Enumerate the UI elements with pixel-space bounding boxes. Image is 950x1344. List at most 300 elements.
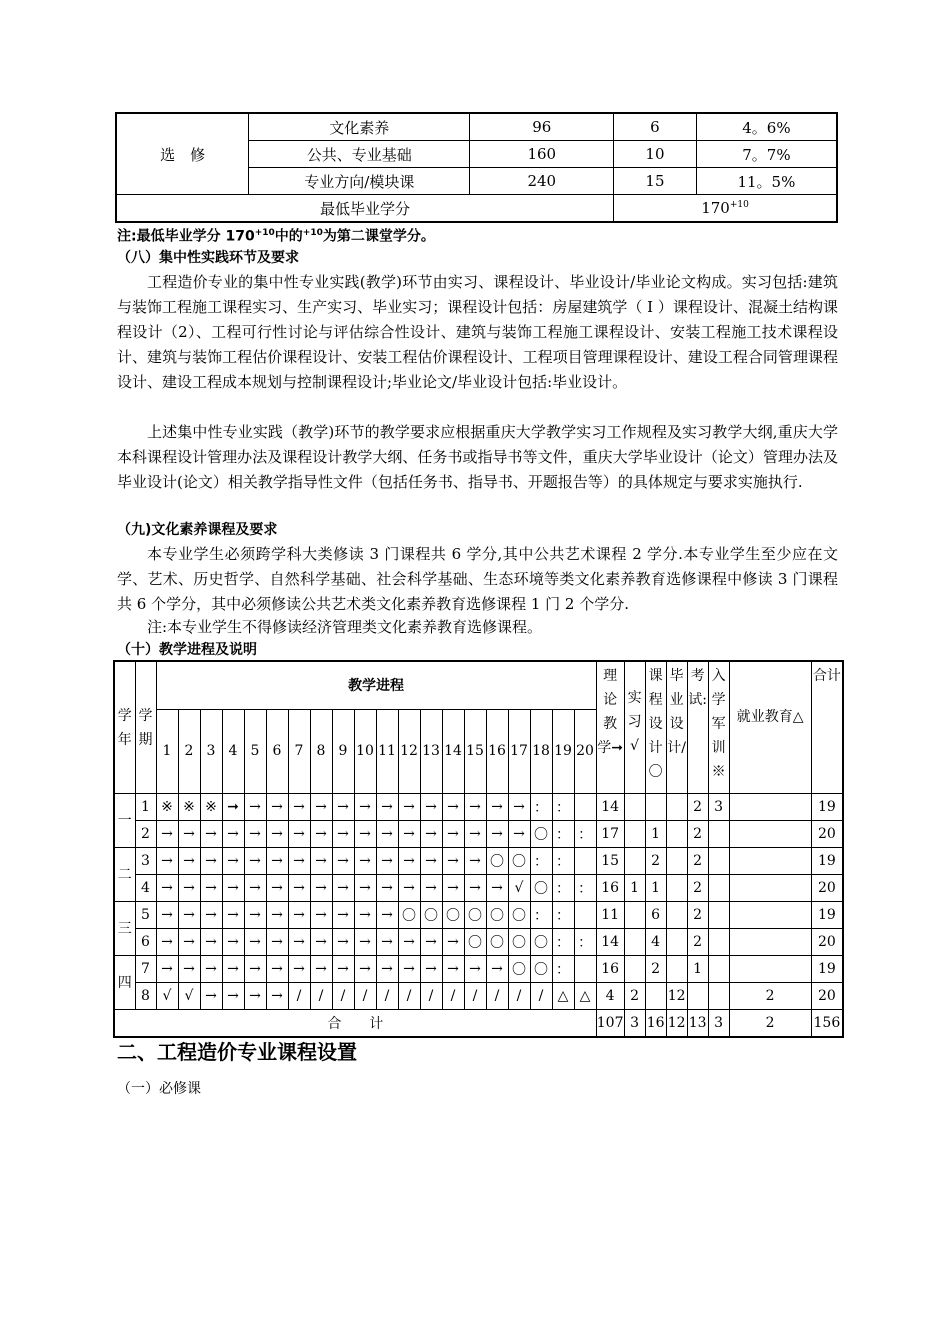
- week-cell: →: [420, 847, 442, 874]
- year-cell: 二: [114, 847, 135, 901]
- week-cell: 〇: [530, 820, 552, 847]
- week-cell: /: [376, 982, 398, 1009]
- week-cell: →: [178, 847, 200, 874]
- week-cell: √: [156, 982, 178, 1009]
- week-cell: →: [398, 820, 420, 847]
- week-cell: →: [310, 901, 332, 928]
- week-cell: 〇: [530, 874, 552, 901]
- term-cell: 2: [135, 820, 156, 847]
- theory-cell: 11: [596, 901, 624, 928]
- week-cell: →: [310, 793, 332, 820]
- week-number: 10: [354, 709, 376, 793]
- term-cell: 4: [135, 874, 156, 901]
- total-cell: 20: [811, 874, 843, 901]
- paragraph-9b: 注:本专业学生不得修读经济管理类文化素养教育选修课程。: [147, 618, 543, 636]
- week-cell: →: [288, 955, 310, 982]
- credit-note: 注:最低毕业学分 $170^{+10}$中的$^{+10}$为第二课堂学分。: [117, 228, 435, 245]
- week-cell: →: [486, 874, 508, 901]
- total-cell: 20: [811, 928, 843, 955]
- week-cell: →: [464, 793, 486, 820]
- week-cell: →: [156, 928, 178, 955]
- week-cell: →: [508, 793, 530, 820]
- week-cell: →: [442, 793, 464, 820]
- week-cell: ：: [552, 901, 574, 928]
- week-number: 20: [574, 709, 596, 793]
- percent: 7。7%: [696, 141, 837, 168]
- sum-total: 156: [811, 1009, 843, 1037]
- credits: 10: [614, 141, 697, 168]
- career-cell: [729, 847, 811, 874]
- min-credits-label: 最低毕业学分: [116, 195, 614, 223]
- term-cell: 3: [135, 847, 156, 874]
- total-cell: 20: [811, 820, 843, 847]
- week-cell: →: [354, 820, 376, 847]
- theory-cell: 15: [596, 847, 624, 874]
- paragraph-8b: 上述集中性专业实践（教学)环节的教学要求应根据重庆大学教学实习工作规程及实习教学大纲,重庆大学本科课程设计管理办法及课程设计教学大纲、任务书或指导书等文件，重庆大学毕业设计（论文）管理办法及毕业设计(论文）相关教学指导性文件（包括任务书、指导书、开题报告等）的具体规定与要求实施执行.: [117, 423, 838, 491]
- week-cell: →: [442, 820, 464, 847]
- week-cell: →: [376, 820, 398, 847]
- week-cell: [574, 793, 596, 820]
- career-cell: [729, 955, 811, 982]
- exam-cell: 2: [687, 820, 708, 847]
- week-cell: [574, 847, 596, 874]
- week-cell: →: [244, 928, 266, 955]
- week-cell: →: [178, 928, 200, 955]
- thesis-cell: [666, 955, 687, 982]
- percent: 4。6%: [696, 113, 837, 141]
- total-cell: 19: [811, 955, 843, 982]
- military-cell: [708, 901, 729, 928]
- week-cell: /: [530, 982, 552, 1009]
- week-cell: 〇: [508, 847, 530, 874]
- design-cell: 1: [645, 820, 666, 847]
- term-header: 学期: [135, 661, 156, 793]
- week-cell: →: [266, 928, 288, 955]
- week-cell: ：: [530, 847, 552, 874]
- course-name: 文化素养: [249, 113, 470, 141]
- exam-cell: [687, 982, 708, 1009]
- design-cell: [645, 982, 666, 1009]
- week-cell: →: [332, 928, 354, 955]
- week-cell: →: [310, 955, 332, 982]
- week-cell: →: [310, 928, 332, 955]
- career-cell: [729, 793, 811, 820]
- sum-label: 合 计: [114, 1009, 596, 1037]
- paragraph-9a: 本专业学生必须跨学科大类修读 3 门课程共 6 学分,其中公共艺术课程 2 学分.本专业学生至少应在文学、艺术、历史哲学、自然科学基础、社会科学基础、生态环境等类文化素养教育选修课程中修读 3 门课程共 6 个学分，其中必须修读公共艺术类文化素养教育选修课程 1 门 2 个学分.: [117, 545, 838, 613]
- week-cell: →: [398, 955, 420, 982]
- week-cell: →: [222, 874, 244, 901]
- week-cell: →: [332, 955, 354, 982]
- week-number: 12: [398, 709, 420, 793]
- practice-header: 实习√: [624, 661, 645, 793]
- week-number: 3: [200, 709, 222, 793]
- military-cell: 3: [708, 793, 729, 820]
- week-cell: /: [442, 982, 464, 1009]
- sum-thesis: 12: [666, 1009, 687, 1037]
- week-cell: →: [266, 901, 288, 928]
- week-cell: →: [420, 874, 442, 901]
- week-cell: ：: [552, 955, 574, 982]
- heading-9: （九)文化素养课程及要求: [117, 522, 278, 538]
- week-cell: →: [244, 820, 266, 847]
- week-number: 4: [222, 709, 244, 793]
- term-cell: 8: [135, 982, 156, 1009]
- thesis-cell: [666, 793, 687, 820]
- course-name: 专业方向/模块课: [249, 168, 470, 195]
- week-cell: →: [508, 820, 530, 847]
- week-cell: →: [200, 928, 222, 955]
- week-cell: 〇: [486, 847, 508, 874]
- thesis-cell: [666, 820, 687, 847]
- week-cell: →: [266, 820, 288, 847]
- term-cell: 5: [135, 901, 156, 928]
- week-cell: →: [156, 901, 178, 928]
- exam-header: 考试:: [687, 661, 708, 793]
- week-cell: →: [354, 955, 376, 982]
- week-cell: →: [398, 874, 420, 901]
- week-cell: →: [464, 820, 486, 847]
- week-number: 2: [178, 709, 200, 793]
- sum-practice: 3: [624, 1009, 645, 1037]
- week-cell: →: [288, 820, 310, 847]
- week-cell: →: [244, 793, 266, 820]
- week-cell: →: [420, 928, 442, 955]
- week-number: 7: [288, 709, 310, 793]
- term-cell: 7: [135, 955, 156, 982]
- military-cell: [708, 982, 729, 1009]
- practice-cell: [624, 955, 645, 982]
- week-cell: 〇: [464, 901, 486, 928]
- week-cell: →: [354, 928, 376, 955]
- exam-cell: 1: [687, 955, 708, 982]
- week-cell: ：: [552, 793, 574, 820]
- week-cell: →: [288, 793, 310, 820]
- week-cell: ➞: [222, 793, 244, 820]
- practice-cell: [624, 820, 645, 847]
- week-cell: →: [310, 874, 332, 901]
- exam-cell: 2: [687, 901, 708, 928]
- sum-career: 2: [729, 1009, 811, 1037]
- week-cell: 〇: [486, 928, 508, 955]
- term-cell: 1: [135, 793, 156, 820]
- week-cell: →: [442, 847, 464, 874]
- subsection-title: （一）必修课: [117, 1081, 201, 1097]
- design-cell: 2: [645, 847, 666, 874]
- military-cell: [708, 955, 729, 982]
- theory-cell: 14: [596, 793, 624, 820]
- week-cell: 〇: [420, 901, 442, 928]
- sum-theory: 107: [596, 1009, 624, 1037]
- week-number: 15: [464, 709, 486, 793]
- week-cell: /: [420, 982, 442, 1009]
- military-cell: [708, 847, 729, 874]
- design-cell: 2: [645, 955, 666, 982]
- week-cell: →: [266, 793, 288, 820]
- week-cell: →: [156, 847, 178, 874]
- heading-8: （八）集中性实践环节及要求: [117, 250, 299, 266]
- week-cell: ：: [552, 847, 574, 874]
- week-cell: △: [574, 982, 596, 1009]
- week-cell: ：: [530, 901, 552, 928]
- week-cell: ※: [178, 793, 200, 820]
- career-cell: [729, 901, 811, 928]
- thesis-cell: [666, 847, 687, 874]
- theory-cell: 16: [596, 874, 624, 901]
- week-cell: →: [200, 820, 222, 847]
- credits: 6: [614, 113, 697, 141]
- week-cell: →: [200, 955, 222, 982]
- week-cell: →: [244, 874, 266, 901]
- week-cell: →: [376, 928, 398, 955]
- thesis-cell: [666, 928, 687, 955]
- credits: 15: [614, 168, 697, 195]
- week-cell: →: [222, 901, 244, 928]
- credit-table: [115, 112, 838, 223]
- week-cell: →: [486, 955, 508, 982]
- week-cell: →: [200, 982, 222, 1009]
- week-number: 18: [530, 709, 552, 793]
- exam-cell: 2: [687, 847, 708, 874]
- week-cell: /: [288, 982, 310, 1009]
- week-cell: →: [332, 901, 354, 928]
- week-cell: ：: [552, 874, 574, 901]
- week-cell: /: [354, 982, 376, 1009]
- practice-cell: [624, 847, 645, 874]
- week-cell: →: [200, 847, 222, 874]
- week-cell: 〇: [508, 955, 530, 982]
- week-cell: →: [222, 847, 244, 874]
- week-cell: →: [266, 847, 288, 874]
- week-cell: √: [508, 874, 530, 901]
- week-cell: →: [398, 793, 420, 820]
- sum-military: 3: [708, 1009, 729, 1037]
- hours: 160: [470, 141, 614, 168]
- career-cell: 2: [729, 982, 811, 1009]
- week-cell: /: [464, 982, 486, 1009]
- week-cell: →: [486, 820, 508, 847]
- week-cell: →: [464, 955, 486, 982]
- week-number: 14: [442, 709, 464, 793]
- week-cell: →: [288, 928, 310, 955]
- section-title: 二、工程造价专业课程设置: [117, 1040, 357, 1064]
- design-cell: 4: [645, 928, 666, 955]
- week-cell: →: [376, 874, 398, 901]
- practice-cell: 1: [624, 874, 645, 901]
- week-cell: →: [442, 874, 464, 901]
- practice-cell: 2: [624, 982, 645, 1009]
- week-cell: →: [310, 820, 332, 847]
- exam-cell: 2: [687, 928, 708, 955]
- practice-cell: [624, 928, 645, 955]
- sum-row: [114, 1009, 843, 1037]
- week-cell: ：: [552, 820, 574, 847]
- schedule-table: [113, 660, 844, 1038]
- week-cell: →: [288, 874, 310, 901]
- week-number: 11: [376, 709, 398, 793]
- week-cell: ※: [156, 793, 178, 820]
- theory-cell: 17: [596, 820, 624, 847]
- week-cell: →: [244, 847, 266, 874]
- week-cell: ※: [200, 793, 222, 820]
- week-cell: 〇: [464, 928, 486, 955]
- week-cell: →: [266, 982, 288, 1009]
- min-credits-value: $170^{+10}$: [614, 195, 837, 223]
- design-cell: 1: [645, 874, 666, 901]
- week-cell: →: [222, 928, 244, 955]
- table-row: [114, 928, 843, 955]
- military-header: 入学军训※: [708, 661, 729, 793]
- week-cell: →: [464, 874, 486, 901]
- week-cell: →: [156, 874, 178, 901]
- week-cell: →: [354, 847, 376, 874]
- week-number: 8: [310, 709, 332, 793]
- career-header: 就业教育△: [729, 661, 811, 793]
- week-cell: ：: [574, 874, 596, 901]
- week-cell: →: [398, 928, 420, 955]
- week-cell: →: [354, 793, 376, 820]
- table-row: [114, 874, 843, 901]
- elective-label: 选 修: [116, 113, 249, 195]
- week-cell: →: [156, 820, 178, 847]
- week-cell: →: [442, 928, 464, 955]
- week-cell: ：: [574, 928, 596, 955]
- theory-cell: 14: [596, 928, 624, 955]
- career-cell: [729, 928, 811, 955]
- week-cell: ：: [552, 928, 574, 955]
- table-row: [114, 955, 843, 982]
- year-cell: 四: [114, 955, 135, 1009]
- week-cell: →: [420, 820, 442, 847]
- total-cell: 19: [811, 901, 843, 928]
- week-cell: →: [178, 820, 200, 847]
- table-row: [116, 195, 837, 223]
- week-cell: [574, 901, 596, 928]
- week-cell: →: [178, 874, 200, 901]
- week-cell: △: [552, 982, 574, 1009]
- week-cell: →: [156, 955, 178, 982]
- hours: 240: [470, 168, 614, 195]
- practice-cell: [624, 901, 645, 928]
- week-cell: √: [178, 982, 200, 1009]
- week-cell: →: [178, 901, 200, 928]
- week-cell: →: [486, 793, 508, 820]
- exam-cell: 2: [687, 874, 708, 901]
- theory-cell: 16: [596, 955, 624, 982]
- week-cell: →: [266, 874, 288, 901]
- week-cell: [574, 955, 596, 982]
- design-header: 课程设计〇: [645, 661, 666, 793]
- week-cell: /: [508, 982, 530, 1009]
- week-cell: →: [178, 955, 200, 982]
- total-cell: 20: [811, 982, 843, 1009]
- week-cell: →: [398, 847, 420, 874]
- header-row: [114, 661, 843, 709]
- week-number: 5: [244, 709, 266, 793]
- military-cell: [708, 820, 729, 847]
- exam-cell: 2: [687, 793, 708, 820]
- hours: 96: [470, 113, 614, 141]
- week-cell: →: [244, 901, 266, 928]
- week-number: 9: [332, 709, 354, 793]
- thesis-cell: [666, 901, 687, 928]
- total-cell: 19: [811, 847, 843, 874]
- table-row: [114, 847, 843, 874]
- week-cell: →: [354, 874, 376, 901]
- week-number: 17: [508, 709, 530, 793]
- week-cell: →: [420, 955, 442, 982]
- week-cell: →: [442, 955, 464, 982]
- week-cell: →: [354, 901, 376, 928]
- design-cell: [645, 793, 666, 820]
- military-cell: [708, 874, 729, 901]
- thesis-header: 毕业设计/: [666, 661, 687, 793]
- week-cell: →: [376, 793, 398, 820]
- paragraph-8a: 工程造价专业的集中性专业实践(教学)环节由实习、课程设计、毕业设计/毕业论文构成。实习包括:建筑与装饰工程施工课程实习、生产实习、毕业实习；课程设计包括：房屋建筑学（ Ⅰ ）课程设计、混凝土结构课程设计（2）、工程可行性讨论与评估综合性设计、建筑与装饰工程施工课程设计、安装工程施工技术课程设计、建筑与装饰工程估价课程设计、安装工程估价课程设计、工程项目管理课程设计、建设工程合同管理课程设计、建设工程成本规划与控制课程设计;毕业论文/毕业设计包括:毕业设计。: [117, 273, 838, 391]
- week-cell: →: [376, 847, 398, 874]
- sum-exam: 13: [687, 1009, 708, 1037]
- total-header: 合计: [811, 661, 843, 793]
- table-row: [114, 982, 843, 1009]
- table-row: [114, 820, 843, 847]
- progress-header: 教学进程: [156, 661, 596, 709]
- week-cell: →: [222, 820, 244, 847]
- table-row: [114, 793, 843, 820]
- week-cell: →: [332, 793, 354, 820]
- week-cell: →: [420, 793, 442, 820]
- week-cell: 〇: [530, 928, 552, 955]
- term-cell: 6: [135, 928, 156, 955]
- week-cell: →: [222, 982, 244, 1009]
- week-cell: →: [200, 874, 222, 901]
- week-cell: →: [464, 847, 486, 874]
- week-cell: →: [288, 901, 310, 928]
- week-cell: /: [398, 982, 420, 1009]
- week-cell: →: [332, 847, 354, 874]
- week-cell: 〇: [442, 901, 464, 928]
- career-cell: [729, 874, 811, 901]
- week-number: 19: [552, 709, 574, 793]
- total-cell: 19: [811, 793, 843, 820]
- week-cell: →: [288, 847, 310, 874]
- table-row: [114, 901, 843, 928]
- week-cell: →: [266, 955, 288, 982]
- theory-cell: 4: [596, 982, 624, 1009]
- practice-cell: [624, 793, 645, 820]
- week-number: 1: [156, 709, 178, 793]
- year-header: 学年: [114, 661, 135, 793]
- week-cell: →: [332, 874, 354, 901]
- week-cell: 〇: [486, 901, 508, 928]
- week-cell: /: [310, 982, 332, 1009]
- week-cell: ：: [574, 820, 596, 847]
- week-cell: →: [376, 901, 398, 928]
- week-number: 6: [266, 709, 288, 793]
- week-cell: →: [222, 955, 244, 982]
- week-cell: →: [200, 901, 222, 928]
- week-cell: /: [332, 982, 354, 1009]
- percent: 11。5%: [696, 168, 837, 195]
- week-cell: 〇: [530, 955, 552, 982]
- theory-header: 理论教学➞: [596, 661, 624, 793]
- design-cell: 6: [645, 901, 666, 928]
- week-cell: →: [244, 955, 266, 982]
- week-cell: →: [244, 982, 266, 1009]
- week-number: 16: [486, 709, 508, 793]
- week-cell: →: [376, 955, 398, 982]
- thesis-cell: [666, 874, 687, 901]
- week-cell: 〇: [508, 928, 530, 955]
- year-cell: 一: [114, 793, 135, 847]
